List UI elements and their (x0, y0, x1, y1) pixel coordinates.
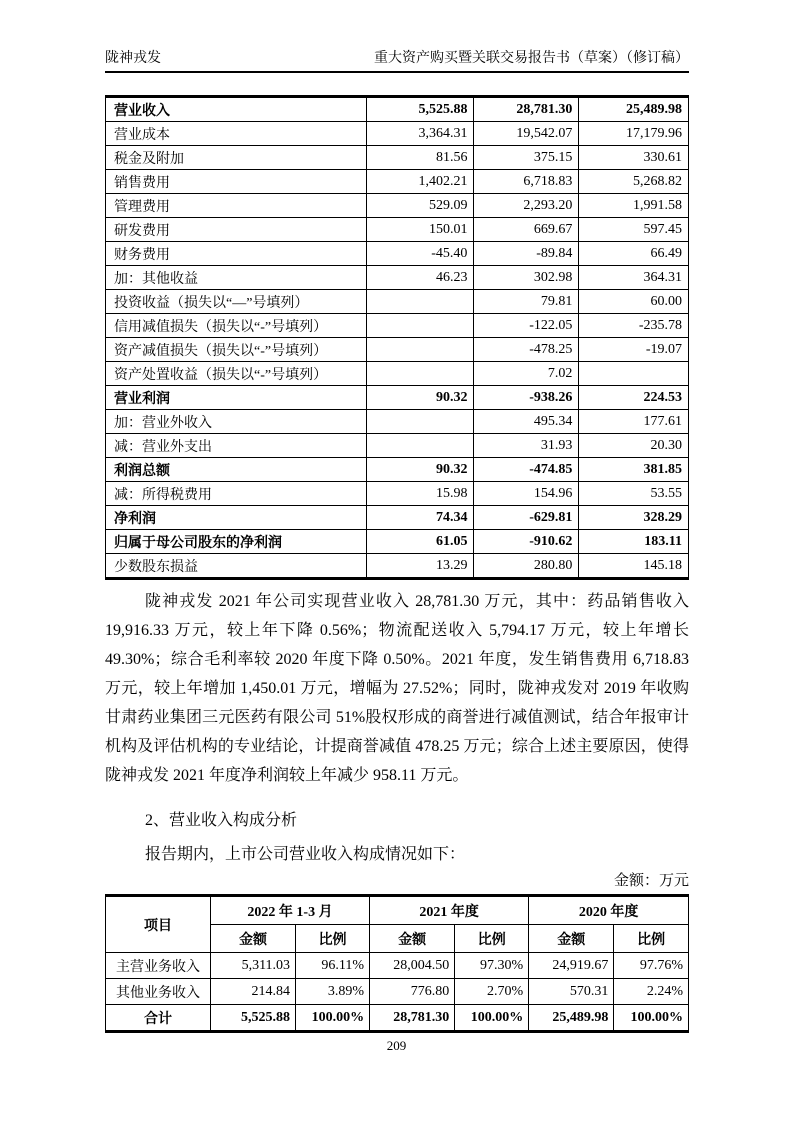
value-2022q1: -45.40 (367, 242, 474, 266)
value-2022q1: 46.23 (367, 266, 474, 290)
value-2021: 669.67 (474, 218, 579, 242)
value-2021: 154.96 (474, 482, 579, 506)
income-table-row (106, 434, 689, 458)
row-label: 少数股东损益 (106, 554, 367, 579)
row-label: 税金及附加 (106, 146, 367, 170)
income-table-row (106, 122, 689, 146)
income-table-row (106, 482, 689, 506)
amount-header: 金额 (210, 925, 295, 953)
ratio-2020: 2.24% (614, 979, 689, 1005)
ratio-header: 比例 (455, 925, 529, 953)
value-2022q1 (367, 410, 474, 434)
ratio-2020: 100.00% (614, 1005, 689, 1032)
ratio-2020: 97.76% (614, 953, 689, 979)
value-2021: 280.80 (474, 554, 579, 579)
value-2020: -19.07 (579, 338, 689, 362)
value-2020: -235.78 (579, 314, 689, 338)
income-table-row (106, 506, 689, 530)
header-company-name: 陇神戎发 (105, 51, 161, 66)
row-label: 加：其他收益 (106, 266, 367, 290)
income-table-row (106, 266, 689, 290)
row-label: 利润总额 (106, 458, 367, 482)
income-table-row (106, 97, 689, 122)
amount-2020: 24,919.67 (529, 953, 614, 979)
amount-2021: 28,004.50 (370, 953, 455, 979)
value-2022q1: 3,364.31 (367, 122, 474, 146)
value-2021: 6,718.83 (474, 170, 579, 194)
value-2021: 28,781.30 (474, 97, 579, 122)
value-2021: 7.02 (474, 362, 579, 386)
value-2022q1: 90.32 (367, 458, 474, 482)
row-label: 信用减值损失（损失以“-”号填列） (106, 314, 367, 338)
amount-2022q1: 5,525.88 (210, 1005, 295, 1032)
amount-2021: 28,781.30 (370, 1005, 455, 1032)
value-2022q1 (367, 314, 474, 338)
header-report-title: 重大资产购买暨关联交易报告书（草案）（修订稿） (374, 51, 689, 66)
section-intro: 报告期内，上市公司营业收入构成情况如下： (145, 846, 466, 863)
value-2020: 145.18 (579, 554, 689, 579)
income-table-row (106, 194, 689, 218)
page-number: 209 (386, 1038, 407, 1053)
value-2021: 31.93 (474, 434, 579, 458)
income-table-row (106, 458, 689, 482)
value-2021: -89.84 (474, 242, 579, 266)
income-table-row (106, 290, 689, 314)
ratio-2022q1: 100.00% (296, 1005, 370, 1032)
value-2021: 302.98 (474, 266, 579, 290)
value-2020: 597.45 (579, 218, 689, 242)
row-label: 主营业务收入 (106, 953, 211, 979)
income-table-row (106, 242, 689, 266)
value-2020: 66.49 (579, 242, 689, 266)
value-2020: 381.85 (579, 458, 689, 482)
amount-header: 金额 (370, 925, 455, 953)
value-2020: 17,179.96 (579, 122, 689, 146)
revenue-table-period-header-row (106, 896, 689, 925)
value-2022q1: 61.05 (367, 530, 474, 554)
amount-2020: 25,489.98 (529, 1005, 614, 1032)
value-2021: 2,293.20 (474, 194, 579, 218)
revenue-table-row (106, 953, 689, 979)
row-label: 销售费用 (106, 170, 367, 194)
value-2021: -478.25 (474, 338, 579, 362)
amount-2022q1: 214.84 (210, 979, 295, 1005)
value-2020 (579, 362, 689, 386)
value-2020: 53.55 (579, 482, 689, 506)
income-table-row (106, 530, 689, 554)
value-2020: 25,489.98 (579, 97, 689, 122)
income-table-row (106, 314, 689, 338)
row-label: 营业利润 (106, 386, 367, 410)
income-table-row (106, 362, 689, 386)
document-header (105, 0, 689, 73)
row-label: 管理费用 (106, 194, 367, 218)
income-table-row (106, 554, 689, 579)
value-2021: 495.34 (474, 410, 579, 434)
income-table-row (106, 410, 689, 434)
value-2022q1: 15.98 (367, 482, 474, 506)
value-2020: 224.53 (579, 386, 689, 410)
period-header-2022q1: 2022 年 1-3 月 (210, 896, 369, 925)
income-table-row (106, 146, 689, 170)
row-label: 合计 (106, 1005, 211, 1032)
value-2021: 19,542.07 (474, 122, 579, 146)
unit-note: 金额：万元 (613, 873, 689, 889)
value-2022q1: 90.32 (367, 386, 474, 410)
value-2020: 177.61 (579, 410, 689, 434)
row-label: 营业收入 (106, 97, 367, 122)
value-2022q1: 1,402.21 (367, 170, 474, 194)
row-label: 研发费用 (106, 218, 367, 242)
ratio-2022q1: 3.89% (296, 979, 370, 1005)
value-2021: -474.85 (474, 458, 579, 482)
value-2020: 5,268.82 (579, 170, 689, 194)
row-label: 加：营业外收入 (106, 410, 367, 434)
value-2022q1: 13.29 (367, 554, 474, 579)
income-statement-table (105, 95, 689, 580)
value-2020: 330.61 (579, 146, 689, 170)
ratio-2022q1: 96.11% (296, 953, 370, 979)
row-label: 其他业务收入 (106, 979, 211, 1005)
value-2021: -910.62 (474, 530, 579, 554)
ratio-2021: 97.30% (455, 953, 529, 979)
row-label: 财务费用 (106, 242, 367, 266)
revenue-table-row (106, 979, 689, 1005)
value-2022q1: 529.09 (367, 194, 474, 218)
income-table-row (106, 338, 689, 362)
value-2020: 20.30 (579, 434, 689, 458)
value-2020: 183.11 (579, 530, 689, 554)
income-table-row (106, 170, 689, 194)
period-header-2020: 2020 年度 (529, 896, 689, 925)
row-label: 资产处置收益（损失以“-”号填列） (106, 362, 367, 386)
ratio-2021: 100.00% (455, 1005, 529, 1032)
ratio-header: 比例 (614, 925, 689, 953)
value-2022q1 (367, 338, 474, 362)
amount-2021: 776.80 (370, 979, 455, 1005)
value-2022q1: 150.01 (367, 218, 474, 242)
ratio-header: 比例 (296, 925, 370, 953)
revenue-composition-table (105, 894, 689, 1033)
income-table-row (106, 218, 689, 242)
value-2021: -938.26 (474, 386, 579, 410)
row-label: 营业成本 (106, 122, 367, 146)
value-2020: 1,991.58 (579, 194, 689, 218)
value-2021: 375.15 (474, 146, 579, 170)
row-label: 减：所得税费用 (106, 482, 367, 506)
row-label: 减：营业外支出 (106, 434, 367, 458)
amount-header: 金额 (529, 925, 614, 953)
amount-2022q1: 5,311.03 (210, 953, 295, 979)
value-2021: -122.05 (474, 314, 579, 338)
ratio-2021: 2.70% (455, 979, 529, 1005)
row-label: 归属于母公司股东的净利润 (106, 530, 367, 554)
value-2022q1: 74.34 (367, 506, 474, 530)
item-column-header: 项目 (106, 896, 211, 953)
amount-2020: 570.31 (529, 979, 614, 1005)
value-2022q1 (367, 290, 474, 314)
income-table-row (106, 386, 689, 410)
value-2020: 364.31 (579, 266, 689, 290)
section-heading: 2、营业收入构成分析 (145, 812, 298, 829)
analysis-paragraph: 陇神戎发 2021 年公司实现营业收入 28,781.30 万元，其中：药品销售收入 19,916.33 万元，较上年下降 0.56%；物流配送收入 5,794.17 万元，较上年增长 49.30%；综合毛利率较 2020 年度下降 0.50%。2021 年度，发生销售费用 6,718.83 万元，较上年增加 1,450.01 万元，增幅为 27.52%；同时，陇神戎发对 2019 年收购甘肃药业集团三元医药有限公司 51%股权形成的商誉进行减值测试，结合年报审计机构及评估机构的专业结论，计提商誉减值 478.25 万元；综合上述主要原因，使得陇神戎发 2021 年度净利润较上年减少 958.11 万元。 (105, 593, 689, 784)
value-2022q1 (367, 434, 474, 458)
value-2022q1 (367, 362, 474, 386)
value-2022q1: 5,525.88 (367, 97, 474, 122)
value-2022q1: 81.56 (367, 146, 474, 170)
revenue-table-row (106, 1005, 689, 1032)
row-label: 资产减值损失（损失以“-”号填列） (106, 338, 367, 362)
value-2021: 79.81 (474, 290, 579, 314)
period-header-2021: 2021 年度 (370, 896, 529, 925)
row-label: 投资收益（损失以“—”号填列） (106, 290, 367, 314)
value-2020: 60.00 (579, 290, 689, 314)
value-2021: -629.81 (474, 506, 579, 530)
value-2020: 328.29 (579, 506, 689, 530)
row-label: 净利润 (106, 506, 367, 530)
